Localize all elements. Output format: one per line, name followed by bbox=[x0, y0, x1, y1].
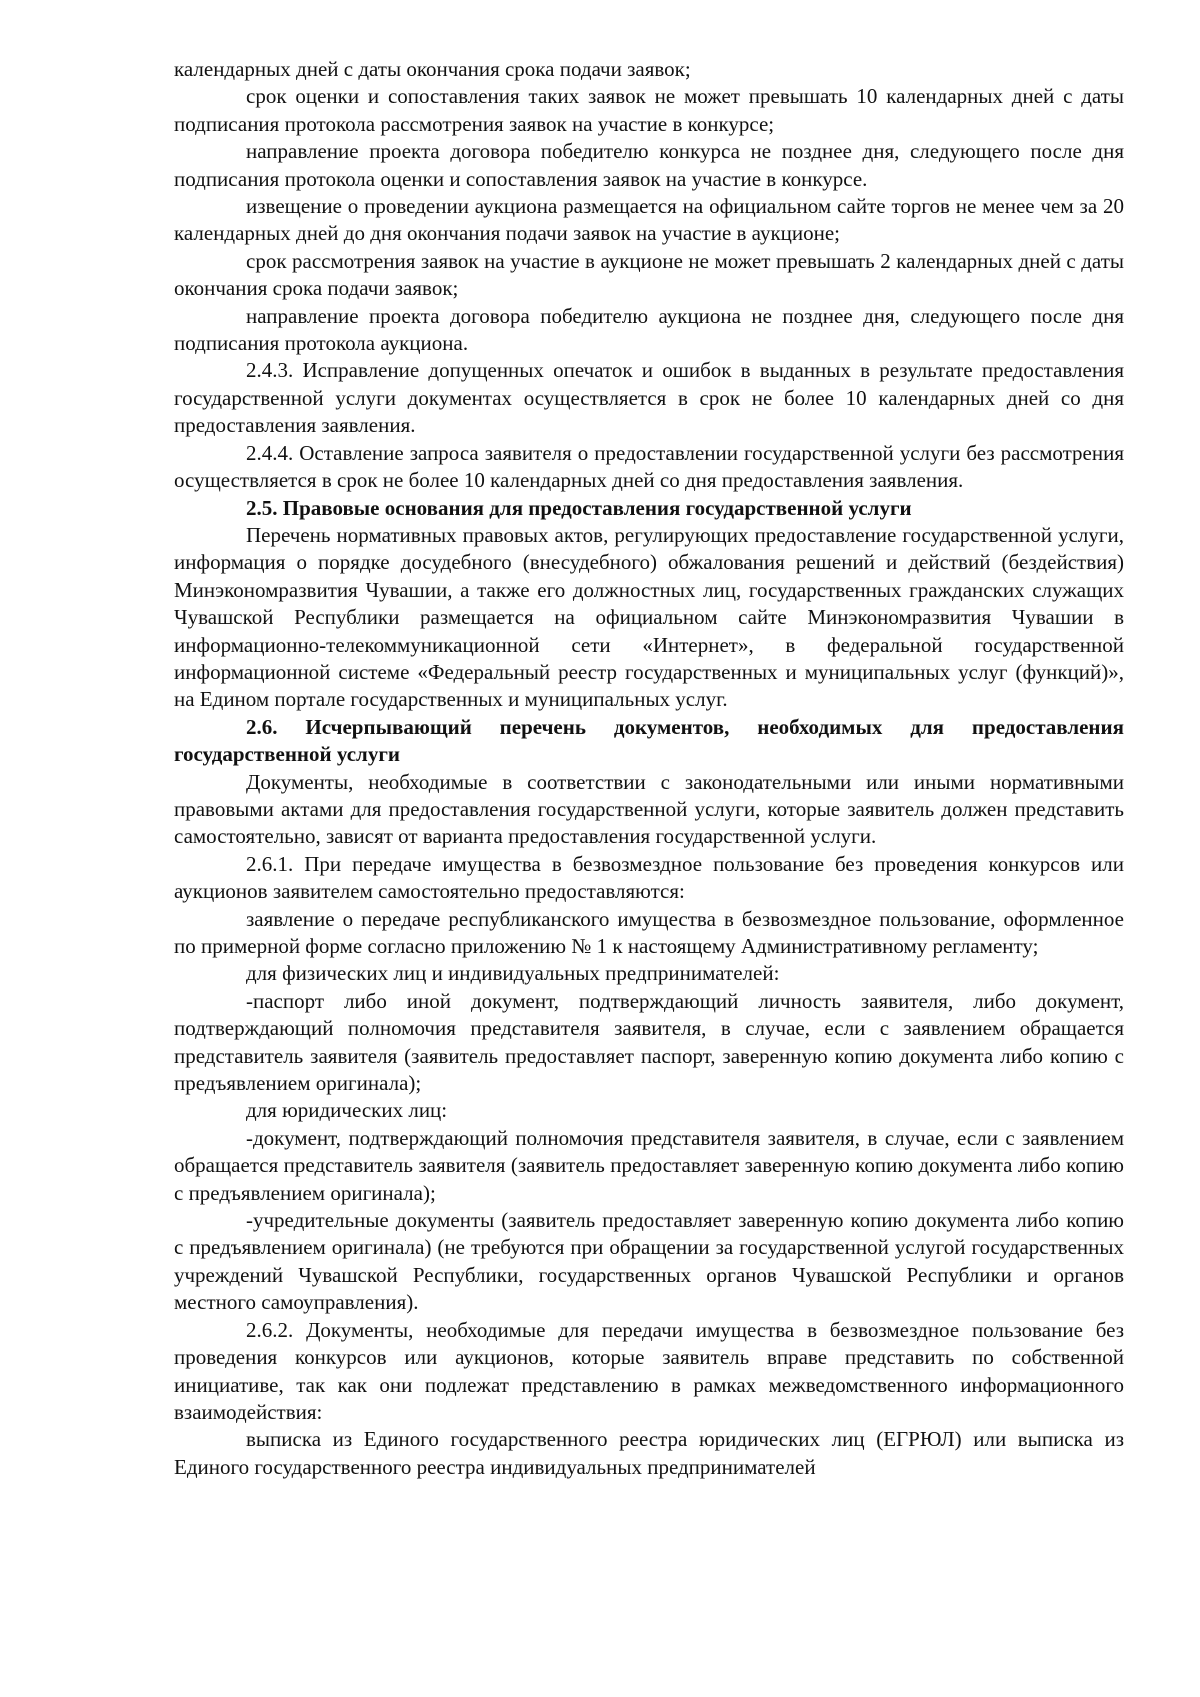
paragraph-auction-notice: извещение о проведении аукциона размещается на официальном сайте торгов не менее чем за 20 календарных дней до дня окончания подачи заявок на участие в аукционе; bbox=[174, 194, 1124, 246]
paragraph-legal-acts-list: Перечень нормативных правовых актов, регулирующих предоставление государственной услуги, информация о порядке досудебного (внесудебного) обжалования решений и действий (бездействия) Минэкономразвития Чувашии, а также его должностных лиц, государственных гражданских служащих Чувашской Республики размещается на официальном сайте Минэкономразвития Чувашии в информационно-телекоммуникационной сети «Интернет», в федеральной государственной информационной системе «Федеральный реестр государственных и муниципальных услуг (функций)», на Едином портале государственных и муниципальных услуг. bbox=[174, 522, 1124, 712]
paragraph-contest-contract-draft: направление проекта договора победителю конкурса не позднее дня, следующего после дня подписания протокола оценки и сопоставления заявок на участие в конкурсе. bbox=[174, 139, 1124, 191]
paragraph-continuation: календарных дней с даты окончания срока подачи заявок; bbox=[174, 57, 691, 81]
paragraph-auction-contract-draft: направление проекта договора победителю аукциона не позднее дня, следующего после дня подписания протокола аукциона. bbox=[174, 303, 1124, 356]
paragraph-2-4-3: 2.4.3. Исправление допущенных опечаток и ошибок в выданных в результате предоставления государственной услуги документах осуществляется в срок не более 10 календарных дней со дня предоставления заявления. bbox=[174, 358, 1124, 438]
paragraph-application-form: заявление о передаче республиканского имущества в безвозмездное пользование, оформленное по примерной форме согласно приложению № 1 к настоящему Административному регламенту; bbox=[174, 906, 1124, 958]
paragraph-passport: -паспорт либо иной документ, подтверждающий личность заявителя, либо документ, подтверждающий полномочия представителя заявителя, в случае, если с заявлением обращается представитель заявителя (заявитель предоставляет паспорт, заверенную копию документа либо копию с предъявлением оригинала); bbox=[174, 988, 1124, 1096]
paragraph-egrul-extract: выписка из Единого государственного реестра юридических лиц (ЕГРЮЛ) или выписка из Единого государственного реестра индивидуальных предпринимателей bbox=[174, 1427, 1124, 1479]
paragraph-2-4-4: 2.4.4. Оставление запроса заявителя о предоставлении государственной услуги без рассмотрения осуществляется в срок не более 10 календарных дней со дня предоставления заявления. bbox=[174, 440, 1124, 493]
section-heading-2-5: 2.5. Правовые основания для предоставления государственной услуги bbox=[246, 495, 912, 520]
section-heading-2-6: 2.6. Исчерпывающий перечень документов, необходимых для предоставления государственной услуги bbox=[174, 714, 1124, 767]
paragraph-required-documents: Документы, необходимые в соответствии с законодательными или иными нормативными правовыми актами для предоставления государственной услуги, которые заявитель должен представить самостоятельно, зависят от варианта предоставления государственной услуги. bbox=[174, 769, 1124, 849]
paragraph-individuals-header: для физических лиц и индивидуальных предпринимателей: bbox=[246, 961, 780, 986]
paragraph-representative-authority: -документ, подтверждающий полномочия представителя заявителя, в случае, если с заявлением обращается представитель заявителя (заявитель предоставляет заверенную копию документа либо копию с предъявлением оригинала); bbox=[174, 1125, 1124, 1205]
paragraph-2-6-2: 2.6.2. Документы, необходимые для передачи имущества в безвозмездное пользование без проведения конкурсов или аукционов, которые заявитель вправе представить по собственной инициативе, так как они подлежат представлению в рамках межведомственного информационного взаимодействия: bbox=[174, 1317, 1124, 1424]
paragraph-auction-review-term: срок рассмотрения заявок на участие в аукционе не может превышать 2 календарных дней с даты окончания срока подачи заявок; bbox=[174, 248, 1124, 301]
paragraph-legal-entities-header: для юридических лиц: bbox=[246, 1098, 448, 1123]
paragraph-constituent-documents: -учредительные документы (заявитель предоставляет заверенную копию документа либо копию с предъявлением оригинала) (не требуются при обращении за государственной услугой государственных учреждений Чувашской Республики, государственных органов Чувашской Республики и органов местного самоуправления). bbox=[174, 1208, 1124, 1315]
paragraph-contest-evaluation-term: срок оценки и сопоставления таких заявок не может превышать 10 календарных дней с даты подписания протокола рассмотрения заявок на участие в конкурсе; bbox=[174, 84, 1124, 136]
document-page bbox=[174, 56, 1124, 1481]
paragraph-2-6-1: 2.6.1. При передаче имущества в безвозмездное пользование без проведения конкурсов или аукционов заявителем самостоятельно предоставляются: bbox=[174, 851, 1124, 904]
